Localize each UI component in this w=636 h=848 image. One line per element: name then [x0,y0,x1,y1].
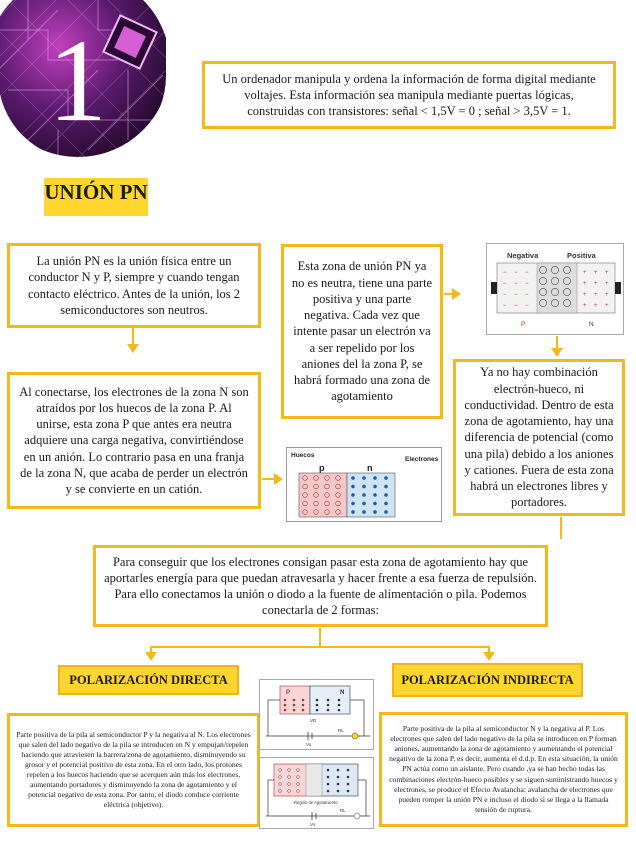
hole-dot [293,704,296,707]
electron-dot [373,476,376,479]
hole-dot [284,709,287,712]
sin-combinacion-text: Ya no hay combinación electrón-hueco, ni conductividad. Dentro de esta zona de agotamiento, hay una diferencia de potencial (como una pila) debido a los aniones y cationes. Fuera de esta zona habrá un electrones libres y portadores. [464,365,614,510]
circ1-p-label: P [286,690,291,696]
hole-dot [302,709,305,712]
circuit-figure-directa [259,679,374,750]
electron-dot [351,476,354,479]
electron-dot [327,699,330,702]
plus-sign: + [605,303,609,309]
directa-box [7,713,260,827]
plus-sign: + [605,281,609,287]
circ2-r-label: RL [340,808,346,813]
fig-p-label: p [319,463,325,473]
circ2-vs-label: Vs [310,822,316,827]
minus-sign: − [503,303,507,309]
plus-sign: + [583,292,587,298]
electron-dot [384,502,387,505]
hole-dot [284,704,287,707]
electron-dot [384,485,387,488]
hole-dot [302,699,305,702]
chapter-number: 1 [48,15,107,146]
intro-box [202,61,616,129]
electron-dot [373,493,376,496]
minus-sign: − [514,281,518,287]
chapter-badge [0,0,166,160]
plus-sign: + [594,292,598,298]
electron-dot [327,776,330,779]
minus-sign: − [525,292,529,298]
plus-sign: + [583,303,587,309]
circuit-figure-indirecta [259,757,374,829]
hole-dot [293,709,296,712]
fig-positiva-label: Positiva [567,251,596,260]
fig-huecos-label: Huecos [291,452,315,459]
plus-sign: + [583,270,587,276]
electron-dot [347,783,350,786]
electron-dot [351,493,354,496]
conexion-text: Al conectarse, los electrones de la zona N son atraídos por los huecos de la zona P. Al unirse, esta zona P que antes era neutra adquiere una carga negativa, convirtiéndose en un anión. Lo contrario pasa en una franja de la zona N, que acaba de perder un electrón y se convierte en un catión. [19,384,249,497]
electron-dot [338,699,341,702]
electron-dot [337,769,340,772]
minus-sign: − [514,303,518,309]
circ2-caption: Región de Agotamiento [294,800,338,805]
minus-sign: − [525,270,529,276]
circ1-vs-label: Vs [306,742,312,747]
union-definition-text: La unión PN es la unión física entre un conductor N y P, siempre y cuando tengan contacto eléctrico. Antes de la unión, los 2 semiconductores son neutros. [27,254,241,317]
circuit-board-image [0,0,166,160]
fig-n2-label: N [589,321,594,328]
minus-sign: − [525,303,529,309]
electron-dot [327,709,330,712]
indirecta-box [379,712,628,827]
conexion-box [7,372,261,509]
electron-dot [384,493,387,496]
electron-dot [327,783,330,786]
arrow-5 [560,517,562,539]
plus-sign: + [605,292,609,298]
directa-text: Parte positiva de la pila al semiconductor P y la negativa al N. Los electrones que salen del lado negativo de la pila se introducen en N y empujan/repelen haciendo que atraviesen la barrera/zona de agotamiento, disminuyendo su grosor y el potencial positivo de esta zona. En el otro lado, los protones repelen a los huecos haciendo que se acerquen aún más los electrones, aumentando portadores y disminuyendo la zona de agotamiento y el potencial negativo de esta zona. Por tanto, el diodo conduce corriente eléctrica (objetivo). [16,729,251,810]
plus-sign: + [594,281,598,287]
hole-dot [293,699,296,702]
electron-dot [373,502,376,505]
electron-dot [384,510,387,513]
circ1-r-label: RL [338,728,344,733]
page-title: UNIÓN PN [44,180,148,204]
electron-dot [316,704,319,707]
banner-indirecta: POLARIZACIÓN INDIRECTA [392,663,583,697]
electron-dot [351,502,354,505]
electron-dot [347,769,350,772]
union-definition-box [7,243,261,328]
electron-dot [362,485,365,488]
electron-dot [362,502,365,505]
hole-dot [284,699,287,702]
fig-negativa-label: Negativa [507,251,539,260]
electron-dot [362,493,365,496]
hole-dot [302,704,305,707]
minus-sign: − [503,281,507,287]
electron-dot [373,510,376,513]
fig-n-label: n [367,463,373,473]
electron-dot [347,776,350,779]
energia-text: Para conseguir que los electrones consigan pasar esta zona de agotamiento hay que aportarles energía para que puedan atravesarla y hacer frente a esa fuerza de repulsión. Para ello conectamos la unión o diodo a la fuente de alimentación o pila. Podemos conectarla de 2 formas: [104,554,537,618]
minus-sign: − [514,292,518,298]
electron-dot [327,769,330,772]
banner-directa: POLARIZACIÓN DIRECTA [58,665,239,695]
circ1-vd-label: VD [310,718,317,723]
minus-sign: − [514,270,518,276]
plus-sign: + [594,303,598,309]
electron-dot [337,776,340,779]
intro-text: Un ordenador manipula y ordena la información de forma digital mediante voltajes. Esta información sea manipula mediante puertas lógicas, construidas con transistores: señal < 1,5V = 0 ; señal > 3,5V = 1. [222,71,596,119]
electron-dot [337,790,340,793]
electron-dot [327,704,330,707]
electron-dot [362,476,365,479]
electron-dot [327,790,330,793]
depletion-zone-figure [486,243,624,335]
electron-dot [384,476,387,479]
electron-dot [316,699,319,702]
electron-dot [351,510,354,513]
branch-horizontal [150,646,490,648]
energia-box [93,545,548,627]
minus-sign: − [503,292,507,298]
zona-union-box [281,244,443,419]
plus-sign: + [594,270,598,276]
minus-sign: − [503,270,507,276]
plus-sign: + [583,281,587,287]
electron-dot [337,783,340,786]
electron-dot [338,709,341,712]
electron-dot [338,704,341,707]
sin-combinacion-box [453,359,625,516]
electron-dot [362,510,365,513]
electron-dot [347,790,350,793]
branch-stem [319,628,321,648]
fig-p2-label: P [521,321,526,328]
electron-dot [316,709,319,712]
minus-sign: − [525,281,529,287]
fig-electrones-label: Electrones [405,456,439,463]
indirecta-text: Parte positiva de la pila al semiconductor N y la negativa al P. Los electrones que salen del lado negativo de la pila se introducen en P forman aniones, aumentando la zona de agotamiento y aumentando el potencial negativo de la zona P, es decir, aumenta el d.d.p. En esta situación, la unión PN actúa como un aislante. Pero cuando ,ya se han hecho todas las combinaciones electrón-hueco posibles y se siguen suministrando huecos y electrones, se produce el Efecto Avalancha: avalancha de electrones que pueden romper la unión PN e incluso el diodo si se llega a la llamada tensión de ruptura. [389,724,618,814]
electron-dot [351,485,354,488]
circ1-n-label: N [340,690,345,696]
electron-dot [373,485,376,488]
zona-union-text: Esta zona de unión PN ya no es neutra, tiene una parte positiva y una parte negativa. Cada vez que intente pasar un electrón va a ser repelido por los aniones del la zona P, se habrá formado una zona de agotamiento [291,259,433,404]
plus-sign: + [605,270,609,276]
pn-carriers-figure [286,447,442,522]
